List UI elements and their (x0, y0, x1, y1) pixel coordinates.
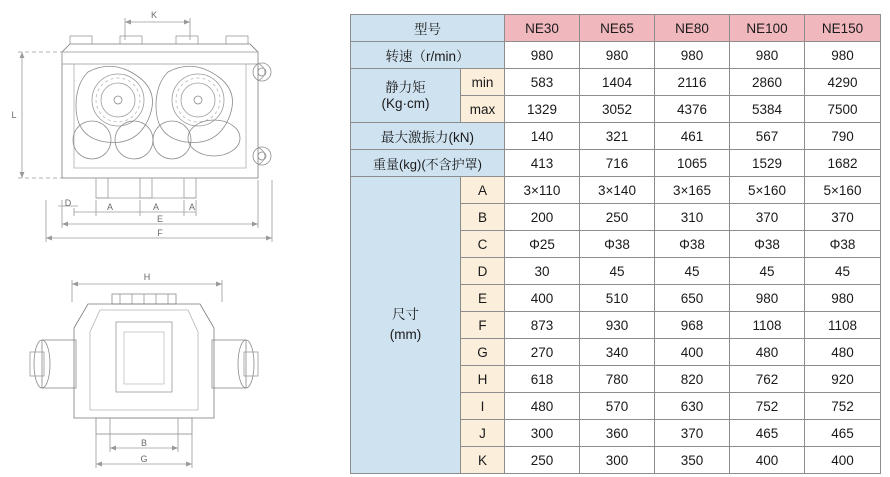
dim-e-ne65: 510 (580, 285, 655, 312)
dim-h-ne150: 920 (805, 366, 881, 393)
dim-h-ne65: 780 (580, 366, 655, 393)
dim-g-ne150: 480 (805, 339, 881, 366)
dim-key-k: K (461, 447, 505, 474)
dim-b-ne80: 310 (655, 204, 730, 231)
dim-k-ne150: 400 (805, 447, 881, 474)
torque-min-ne150: 4290 (805, 69, 881, 96)
force-ne100: 567 (730, 123, 805, 150)
torque-min-ne80: 2116 (655, 69, 730, 96)
header-model-ne30: NE30 (505, 15, 580, 42)
dim-key-a: A (461, 177, 505, 204)
weight-ne100: 1529 (730, 150, 805, 177)
dim-g-ne65: 340 (580, 339, 655, 366)
row-label-dimensions (351, 177, 461, 474)
dim-d-ne65: 45 (580, 258, 655, 285)
dim-f-ne65: 930 (580, 312, 655, 339)
dim-f-ne150: 1108 (805, 312, 881, 339)
dim-b-ne150: 370 (805, 204, 881, 231)
dim-label-d: D (64, 198, 72, 208)
torque-max-ne80: 4376 (655, 96, 730, 123)
dim-e-ne100: 980 (730, 285, 805, 312)
row-label-speed: 转速（r/min） (351, 42, 505, 69)
row-label-exciting-force: 最大激振力(kN) (351, 123, 505, 150)
dim-b-ne100: 370 (730, 204, 805, 231)
static-torque-line2: (Kg·cm) (381, 95, 430, 111)
row-label-static-torque (351, 69, 461, 123)
dim-label-k: K (150, 10, 158, 20)
dim-label-b: B (140, 438, 148, 448)
force-ne80: 461 (655, 123, 730, 150)
dim-f-ne30: 873 (505, 312, 580, 339)
table-row (351, 69, 881, 96)
dim-j-ne30: 300 (505, 420, 580, 447)
torque-min-ne100: 2860 (730, 69, 805, 96)
dim-a-ne100: 5×160 (730, 177, 805, 204)
speed-ne30: 980 (505, 42, 580, 69)
dimensions-line2: (mm) (389, 327, 422, 342)
dim-a-ne30: 3×110 (505, 177, 580, 204)
dim-g-ne80: 400 (655, 339, 730, 366)
dim-i-ne150: 752 (805, 393, 881, 420)
dim-key-c: C (461, 231, 505, 258)
dim-f-ne80: 968 (655, 312, 730, 339)
dim-d-ne80: 45 (655, 258, 730, 285)
dim-key-e: E (461, 285, 505, 312)
header-model-label: 型号 (351, 15, 505, 42)
speed-ne65: 980 (580, 42, 655, 69)
dim-c-ne65: Φ38 (580, 231, 655, 258)
dim-i-ne65: 570 (580, 393, 655, 420)
dim-j-ne80: 370 (655, 420, 730, 447)
drawings-panel (0, 0, 348, 477)
speed-ne100: 980 (730, 42, 805, 69)
dim-k-ne65: 300 (580, 447, 655, 474)
table-header-row (351, 15, 881, 42)
dim-j-ne100: 465 (730, 420, 805, 447)
dim-key-g: G (461, 339, 505, 366)
static-torque-line1: 静力矩 (385, 79, 426, 95)
dim-j-ne65: 360 (580, 420, 655, 447)
dim-a-ne80: 3×165 (655, 177, 730, 204)
dim-c-ne100: Φ38 (730, 231, 805, 258)
table-row (351, 42, 881, 69)
dim-i-ne100: 752 (730, 393, 805, 420)
table-row (351, 123, 881, 150)
torque-max-ne150: 7500 (805, 96, 881, 123)
dim-f-ne100: 1108 (730, 312, 805, 339)
table-row (351, 177, 881, 204)
dim-label-e: E (156, 214, 164, 224)
dim-e-ne30: 400 (505, 285, 580, 312)
dim-g-ne100: 480 (730, 339, 805, 366)
dim-k-ne100: 400 (730, 447, 805, 474)
dim-d-ne100: 45 (730, 258, 805, 285)
spec-table-wrap (350, 14, 880, 474)
dim-i-ne30: 480 (505, 393, 580, 420)
dim-g-ne30: 270 (505, 339, 580, 366)
torque-max-ne30: 1329 (505, 96, 580, 123)
dim-key-d: D (461, 258, 505, 285)
force-ne65: 321 (580, 123, 655, 150)
dim-c-ne80: Φ38 (655, 231, 730, 258)
dim-d-ne150: 45 (805, 258, 881, 285)
dim-h-ne80: 820 (655, 366, 730, 393)
specification-table (350, 14, 881, 474)
weight-ne65: 716 (580, 150, 655, 177)
torque-min-ne65: 1404 (580, 69, 655, 96)
dim-k-ne80: 350 (655, 447, 730, 474)
weight-ne80: 1065 (655, 150, 730, 177)
dim-i-ne80: 630 (655, 393, 730, 420)
dim-label-g: G (140, 454, 148, 464)
torque-min-ne30: 583 (505, 69, 580, 96)
dim-e-ne80: 650 (655, 285, 730, 312)
side-view-drawing (0, 258, 348, 477)
dim-b-ne30: 200 (505, 204, 580, 231)
dim-label-a2: A (152, 202, 160, 212)
front-view-drawing (0, 0, 348, 250)
row-label-weight: 重量(kg)(不含护罩) (351, 150, 505, 177)
torque-max-ne65: 3052 (580, 96, 655, 123)
sub-label-min: min (461, 69, 505, 96)
dim-label-a3: A (188, 202, 196, 212)
dim-c-ne30: Φ25 (505, 231, 580, 258)
header-model-ne150: NE150 (805, 15, 881, 42)
table-row (351, 150, 881, 177)
dimensions-line1: 尺寸 (392, 306, 419, 322)
header-model-ne65: NE65 (580, 15, 655, 42)
force-ne30: 140 (505, 123, 580, 150)
dim-key-i: I (461, 393, 505, 420)
dim-k-ne30: 250 (505, 447, 580, 474)
dim-key-h: H (461, 366, 505, 393)
dim-c-ne150: Φ38 (805, 231, 881, 258)
header-model-ne100: NE100 (730, 15, 805, 42)
speed-ne150: 980 (805, 42, 881, 69)
dim-key-f: F (461, 312, 505, 339)
dim-label-l: L (11, 110, 17, 120)
dim-d-ne30: 30 (505, 258, 580, 285)
dim-label-h: H (143, 272, 151, 282)
dim-e-ne150: 980 (805, 285, 881, 312)
dim-a-ne150: 5×160 (805, 177, 881, 204)
torque-max-ne100: 5384 (730, 96, 805, 123)
force-ne150: 790 (805, 123, 881, 150)
dim-key-b: B (461, 204, 505, 231)
dim-a-ne65: 3×140 (580, 177, 655, 204)
sub-label-max: max (461, 96, 505, 123)
weight-ne30: 413 (505, 150, 580, 177)
dim-h-ne30: 618 (505, 366, 580, 393)
dim-j-ne150: 465 (805, 420, 881, 447)
speed-ne80: 980 (655, 42, 730, 69)
dim-b-ne65: 250 (580, 204, 655, 231)
weight-ne150: 1682 (805, 150, 881, 177)
dim-label-a1: A (106, 202, 114, 212)
header-model-ne80: NE80 (655, 15, 730, 42)
dim-label-f: F (157, 228, 163, 238)
dim-h-ne100: 762 (730, 366, 805, 393)
dim-key-j: J (461, 420, 505, 447)
